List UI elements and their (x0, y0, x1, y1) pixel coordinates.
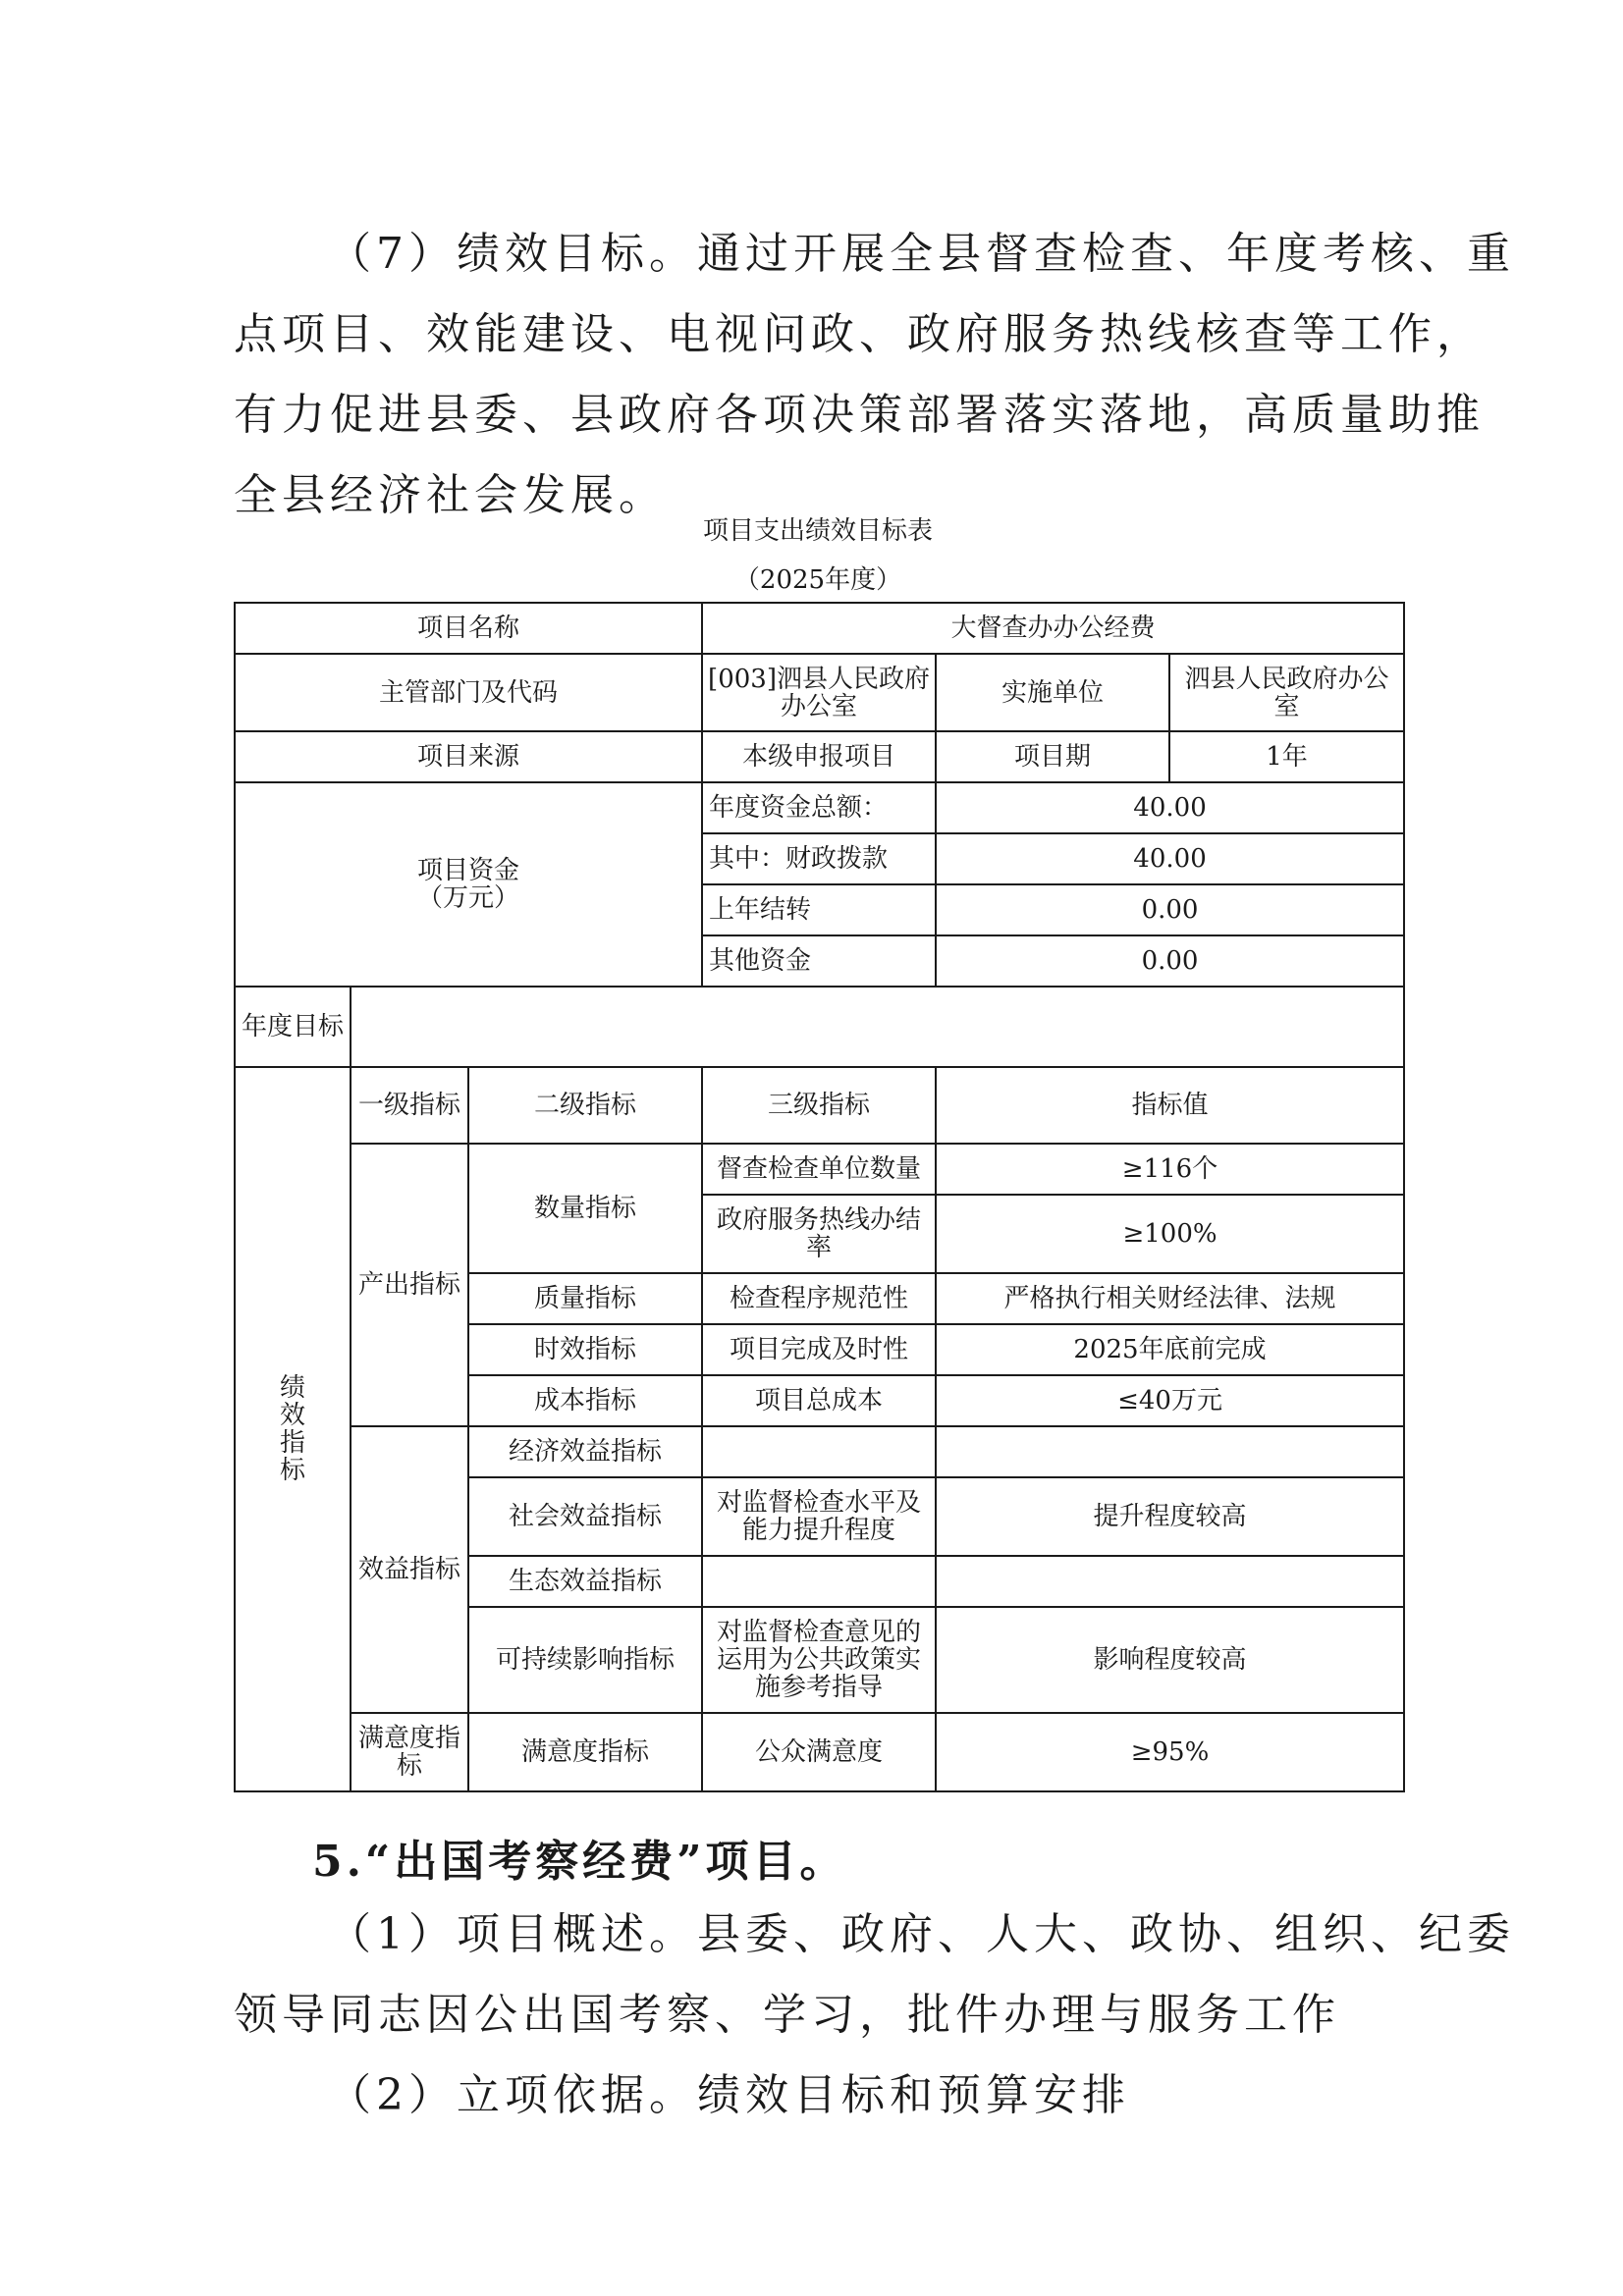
header-level1: 一级指标 (351, 1067, 468, 1144)
table-title: 项目支出绩效目标表 (702, 516, 933, 546)
dept-value: [003]泗县人民政府办公室 (702, 654, 936, 731)
quality-name: 检查程序规范性 (702, 1273, 936, 1324)
section5-paragraph (234, 1895, 1515, 2136)
quality-indicator-label: 质量指标 (468, 1273, 702, 1324)
funds-item-label: 其他资金 (702, 935, 936, 987)
intro-line: 全县经济社会发展。 (234, 470, 667, 520)
social-indicator-label: 社会效益指标 (468, 1477, 702, 1556)
social-value: 提升程度较高 (936, 1477, 1404, 1556)
eco-name (702, 1556, 936, 1607)
funds-item-label: 其中：财政拨款 (702, 833, 936, 884)
intro-paragraph (234, 214, 1515, 536)
sustain-indicator-label: 可持续影响指标 (468, 1607, 702, 1713)
project-name-label: 项目名称 (235, 603, 702, 654)
eco-value (936, 1556, 1404, 1607)
perf-indicator-label (235, 1067, 351, 1791)
impl-unit-label: 实施单位 (936, 654, 1169, 731)
annual-goal-value (351, 987, 1404, 1067)
quality-value: 严格执行相关财经法律、法规 (936, 1273, 1404, 1324)
econ-name (702, 1426, 936, 1477)
time-value: 2025年底前完成 (936, 1324, 1404, 1375)
quantity-name-1: 督查检查单位数量 (702, 1144, 936, 1195)
source-value: 本级申报项目 (702, 731, 936, 782)
social-name: 对监督检查水平及能力提升程度 (702, 1477, 936, 1556)
annual-goal-label: 年度目标 (235, 987, 351, 1067)
funds-item-label: 年度资金总额： (702, 782, 936, 833)
time-name: 项目完成及时性 (702, 1324, 936, 1375)
funds-item-label: 上年结转 (702, 884, 936, 935)
satisfaction-name: 公众满意度 (702, 1713, 936, 1791)
satisfaction-indicator-l1: 满意度指标 (351, 1713, 468, 1791)
output-indicator-label: 产出指标 (351, 1144, 468, 1426)
quantity-name-2: 政府服务热线办结率 (702, 1195, 936, 1273)
perf-indicator-text: 绩效指标 (279, 1373, 305, 1485)
section5-line: 领导同志因公出国考察、学习，批件办理与服务工作 (234, 1990, 1340, 2040)
cost-value: ≤40万元 (936, 1375, 1404, 1426)
section5-line: （2）立项依据。绩效目标和预算安排 (328, 2070, 1130, 2120)
quantity-value-1: ≥116个 (936, 1144, 1404, 1195)
funds-label (235, 782, 702, 987)
header-level2: 二级指标 (468, 1067, 702, 1144)
source-label: 项目来源 (235, 731, 702, 782)
section5-heading: 5.“出国考察经费”项目。 (312, 1837, 847, 1887)
funds-item-value: 40.00 (936, 833, 1404, 884)
funds-item-value: 0.00 (936, 935, 1404, 987)
intro-line: 有力促进县委、县政府各项决策部署落实落地，高质量助推 (234, 390, 1485, 440)
satisfaction-indicator-l2: 满意度指标 (468, 1713, 702, 1791)
cost-name: 项目总成本 (702, 1375, 936, 1426)
intro-line: （7）绩效目标。通过开展全县督查检查、年度考核、重 (328, 229, 1515, 279)
cost-indicator-label: 成本指标 (468, 1375, 702, 1426)
quantity-value-2: ≥100% (936, 1195, 1404, 1273)
benefit-indicator-label: 效益指标 (351, 1426, 468, 1713)
period-value: 1年 (1169, 731, 1404, 782)
funds-item-value: 0.00 (936, 884, 1404, 935)
intro-line: 点项目、效能建设、电视问政、政府服务热线核查等工作， (234, 309, 1485, 359)
funds-label-line: 项目资金 (417, 856, 520, 885)
quantity-indicator-label: 数量指标 (468, 1144, 702, 1273)
period-label: 项目期 (936, 731, 1169, 782)
header-level3: 三级指标 (702, 1067, 936, 1144)
funds-label-unit: （万元） (417, 883, 520, 913)
performance-table (234, 602, 1405, 1792)
project-name-value: 大督查办办公经费 (702, 603, 1404, 654)
eco-indicator-label: 生态效益指标 (468, 1556, 702, 1607)
funds-item-value: 40.00 (936, 782, 1404, 833)
econ-value (936, 1426, 1404, 1477)
section5-line: （1）项目概述。县委、政府、人大、政协、组织、纪委 (328, 1909, 1515, 1959)
econ-indicator-label: 经济效益指标 (468, 1426, 702, 1477)
sustain-value: 影响程度较高 (936, 1607, 1404, 1713)
sustain-name: 对监督检查意见的运用为公共政策实施参考指导 (702, 1607, 936, 1713)
impl-unit-value: 泗县人民政府办公室 (1169, 654, 1404, 731)
dept-label: 主管部门及代码 (235, 654, 702, 731)
table-year: （2025年度） (733, 565, 902, 595)
header-value: 指标值 (936, 1067, 1404, 1144)
time-indicator-label: 时效指标 (468, 1324, 702, 1375)
satisfaction-value: ≥95% (936, 1713, 1404, 1791)
